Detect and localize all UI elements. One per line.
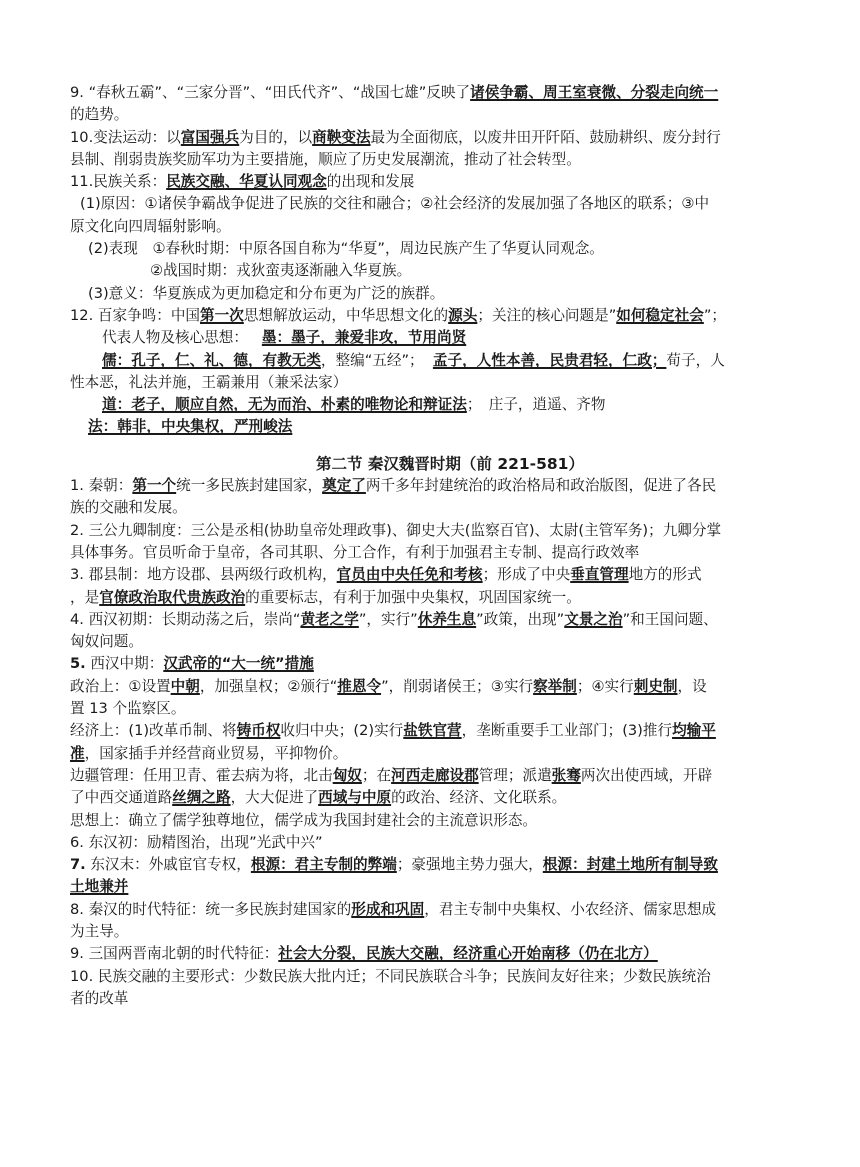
text: ；④实行 (576, 677, 634, 695)
s2-item-7-line-1 (70, 854, 790, 876)
s2-item-2-line-2: 具体事务。官员听命于皇帝，各司其职、分工合作，有利于加强君主专制、提高行政效率 (70, 543, 640, 561)
item-12-ru-line-1 (70, 350, 790, 372)
emphasis: 察举制 (533, 677, 577, 695)
text: 的趋势。 (70, 106, 129, 124)
text: ，是 (70, 588, 100, 606)
section-title: 第二节 秦汉魏晋时期（前 221-581） (316, 454, 584, 473)
item-9-line-1 (70, 82, 790, 104)
text: 地方的形式 (628, 566, 702, 584)
s2-politics-line-1 (70, 676, 790, 698)
s2-item-9-line (70, 943, 790, 965)
s2-item-10-line-2: 者的改革 (70, 989, 129, 1007)
text: ，加强皇权；②颁行“ (199, 677, 338, 695)
emphasis: 富国强兵 (180, 128, 240, 146)
text: ”政策，出现” (476, 610, 565, 628)
item-9-line-2 (70, 104, 790, 126)
text: ； 庄子，逍遥、齐物 (466, 396, 606, 414)
text: ，垄断重要手工业部门；(3)推行 (461, 722, 673, 740)
text: 9. “春秋五霸”、“三家分晋”、“田氏代齐”、“战国七雄”反映了 (70, 84, 471, 101)
emphasis: 汉武帝的“大一统”措施 (163, 655, 314, 673)
emphasis: 均输平 (672, 722, 716, 740)
item-10-line-1 (70, 127, 790, 149)
emphasis: 丝绸之路 (172, 789, 231, 807)
text: ，整编“五经”； (320, 351, 424, 369)
text: ，君主专制中央集权、小农经济、儒家思想成 (424, 900, 717, 918)
text: 9. 三国两晋南北朝的时代特征： (70, 945, 279, 963)
emphasis: 盐铁官营 (403, 722, 462, 740)
text: 的出现和发展 (326, 173, 415, 191)
emphasis: 西域与中原 (318, 789, 392, 807)
item-12-line-1 (70, 305, 790, 327)
s2-economy-line-1 (70, 720, 790, 742)
s2-item-7-line-2 (70, 876, 790, 898)
text: 的政治、经济、文化联系。 (391, 789, 567, 807)
emphasis: 推恩令 (337, 677, 382, 695)
s2-item-3-line-2 (70, 587, 790, 609)
s2-item-4-line-1 (70, 609, 790, 631)
item-11-cause-2: 原文化向四周辐射影响。 (70, 217, 231, 235)
s2-item-3-line-1 (70, 564, 790, 586)
item-11-show-1: (2)表现 ①春秋时期：中原各国自称为“华夏”，周边民族产生了华夏认同观念。 (88, 240, 604, 258)
s2-item-1-line-1 (70, 475, 790, 497)
emphasis: 官僚政治取代贵族政治 (99, 588, 246, 606)
s2-thought-line: 思想上：确立了儒学独尊地位，儒学成为我国封建社会的主流意识形态。 (70, 811, 538, 829)
emphasis: 第一次 (200, 306, 244, 324)
emphasis: 匈奴 (332, 766, 362, 784)
emphasis: 形成和巩固 (351, 900, 425, 918)
text: 县制、削弱贵族奖励军功为主要措施，顺应了历史发展潮流，推动了社会转型。 (70, 150, 581, 168)
text: ”，实行” (358, 610, 418, 628)
text: ；在 (361, 766, 392, 784)
text: ”； (703, 306, 726, 324)
emphasis: 休养生息 (417, 610, 477, 628)
emphasis: 根源：封建土地所有制导致 (542, 856, 718, 874)
s2-item-4-line-2: 匈奴问题。 (70, 633, 143, 651)
s2-item-8-line-2: 为主导。 (70, 922, 129, 940)
item-12-dao-line (70, 394, 790, 416)
text: 边疆管理：任用卫青、霍去病为将，北击 (70, 766, 333, 784)
s2-item-8-line-1 (70, 899, 790, 921)
s2-border-line-2 (70, 787, 790, 809)
text: ；形成了中央 (482, 566, 571, 584)
text: 10.变法运动：以 (70, 128, 181, 146)
text: 的重要标志，有利于加强中央集权，巩固国家统一。 (245, 588, 581, 606)
text: 统一多民族封建国家， (176, 477, 323, 495)
text: 经济上：(1)改革币制、将 (70, 722, 237, 740)
emphasis: 官员由中央任免和考核 (336, 566, 483, 584)
emphasis: 商鞅变法 (312, 128, 371, 146)
text: 代表人物及核心思想： (102, 329, 248, 347)
emphasis: 如何稳定社会 (616, 306, 704, 324)
text: 1. 秦朝： (70, 477, 133, 495)
text: ，国家插手并经营商业贸易，平抑物价。 (84, 744, 348, 762)
item-11-line-1 (70, 171, 790, 193)
emphasis: 河西走廊设郡 (391, 766, 479, 784)
text: 3. 郡县制：地方设郡、县两级行政机构， (70, 566, 337, 584)
text: 两千多年封建统治的政治格局和政治版图，促进了各民 (365, 477, 717, 495)
emphasis: 中朝 (170, 677, 200, 695)
text: 最为全面彻底，以废井田开阡陌、鼓励耕织、废分封行 (370, 128, 721, 146)
s2-item-2-line-1: 2. 三公九卿制度：三公是丞相(协助皇帝处理政事)、御史大夫(监察百官)、太尉(主管军务)；九卿分掌 (70, 521, 722, 539)
emphasis: 根源：君主专制的弊端 (250, 856, 397, 874)
emphasis: 源头 (448, 306, 478, 324)
item-number: 7. (70, 856, 86, 874)
text: ，大大促进了 (230, 789, 319, 807)
text: ”，削弱诸侯王；③实行 (381, 677, 534, 695)
text: 为目的，以 (239, 128, 313, 146)
emphasis: 道：老子，顺应自然，无为而治、朴素的唯物论和辩证法 (102, 396, 467, 414)
emphasis: 垂直管理 (570, 566, 629, 584)
item-12-fa-line (70, 416, 790, 438)
text: 两次出使西域，开辟 (580, 766, 713, 784)
s2-item-1-line-2: 族的交融和发展。 (70, 499, 187, 517)
text: 政治上：①设置 (70, 677, 171, 695)
emphasis: 第一个 (132, 477, 177, 495)
s2-item-6-line: 6. 东汉初：励精图治，出现”光武中兴” (70, 833, 323, 851)
item-11-meaning: (3)意义：华夏族成为更加稳定和分布更为广泛的族群。 (88, 284, 445, 302)
text: 东汉末：外戚宦官专权， (85, 856, 251, 874)
emphasis: 墨：墨子，兼爱非攻，节用尚贤 (261, 329, 467, 347)
text: 荀子，人 (666, 351, 725, 369)
text: 管理；派遣 (478, 766, 552, 784)
emphasis: 法：韩非，中央集权，严刑峻法 (88, 418, 293, 436)
s2-politics-line-2: 置 13 个监察区。 (70, 700, 186, 718)
text: 思想解放运动，中华思想文化的 (243, 306, 449, 324)
item-11-cause-1: (1)原因：①诸侯争霸战争促进了民族的交往和融合；②社会经济的发展加强了各地区的联系；③中 (80, 195, 710, 213)
emphasis: 奠定了 (322, 477, 366, 495)
text: ；豪强地主势力强大， (396, 856, 543, 874)
emphasis: 诸侯争霸、周王室衰微、分裂走向统一 (470, 84, 719, 101)
emphasis: 儒：孔子，仁、礼、德，有教无类 (102, 351, 321, 369)
emphasis: 孟子，人性本善，民贵君轻，仁政； (432, 351, 667, 369)
emphasis: 张骞 (551, 766, 581, 784)
emphasis: 民族交融、华夏认同观念 (166, 173, 327, 191)
item-12-rep-line (70, 327, 790, 349)
s2-economy-line-2 (70, 743, 790, 765)
emphasis: 文景之治 (564, 610, 623, 628)
text: ”和王国问题、 (622, 610, 718, 628)
item-number: 5. (70, 655, 86, 673)
emphasis: 社会大分裂，民族大交融，经济重心开始南移（仍在北方） (278, 945, 658, 963)
text: 4. 西汉初期：长期动荡之后，崇尚“ (70, 610, 301, 628)
emphasis: 刺史制 (633, 677, 678, 695)
s2-border-line-1 (70, 765, 790, 787)
text: 8. 秦汉的时代特征：统一多民族封建国家的 (70, 900, 352, 918)
emphasis: 准 (70, 744, 85, 762)
text: ；关注的核心问题是” (477, 306, 617, 324)
text: 12. 百家争鸣：中国 (70, 306, 201, 324)
s2-item-10-line-1: 10. 民族交融的主要形式：少数民族大批内迁；不同民族联合斗争；民族间友好往来；少数民族统治 (70, 967, 711, 985)
text: 西汉中期： (85, 655, 164, 673)
item-11-show-2: ②战国时期：戎狄蛮夷逐渐融入华夏族。 (150, 262, 412, 280)
s2-item-5-line (70, 653, 790, 675)
text: 收归中央；(2)实行 (280, 722, 404, 740)
item-10-line-2 (70, 149, 790, 171)
text: 了中西交通道路 (70, 789, 173, 807)
text: ，设 (677, 677, 707, 695)
text: 11.民族关系： (70, 173, 167, 191)
item-12-ru-line-2: 性本恶，礼法并施，王霸兼用（兼采法家） (70, 373, 348, 391)
emphasis: 土地兼并 (70, 878, 129, 896)
emphasis: 铸币权 (236, 722, 281, 740)
emphasis: 黄老之学 (300, 610, 359, 628)
